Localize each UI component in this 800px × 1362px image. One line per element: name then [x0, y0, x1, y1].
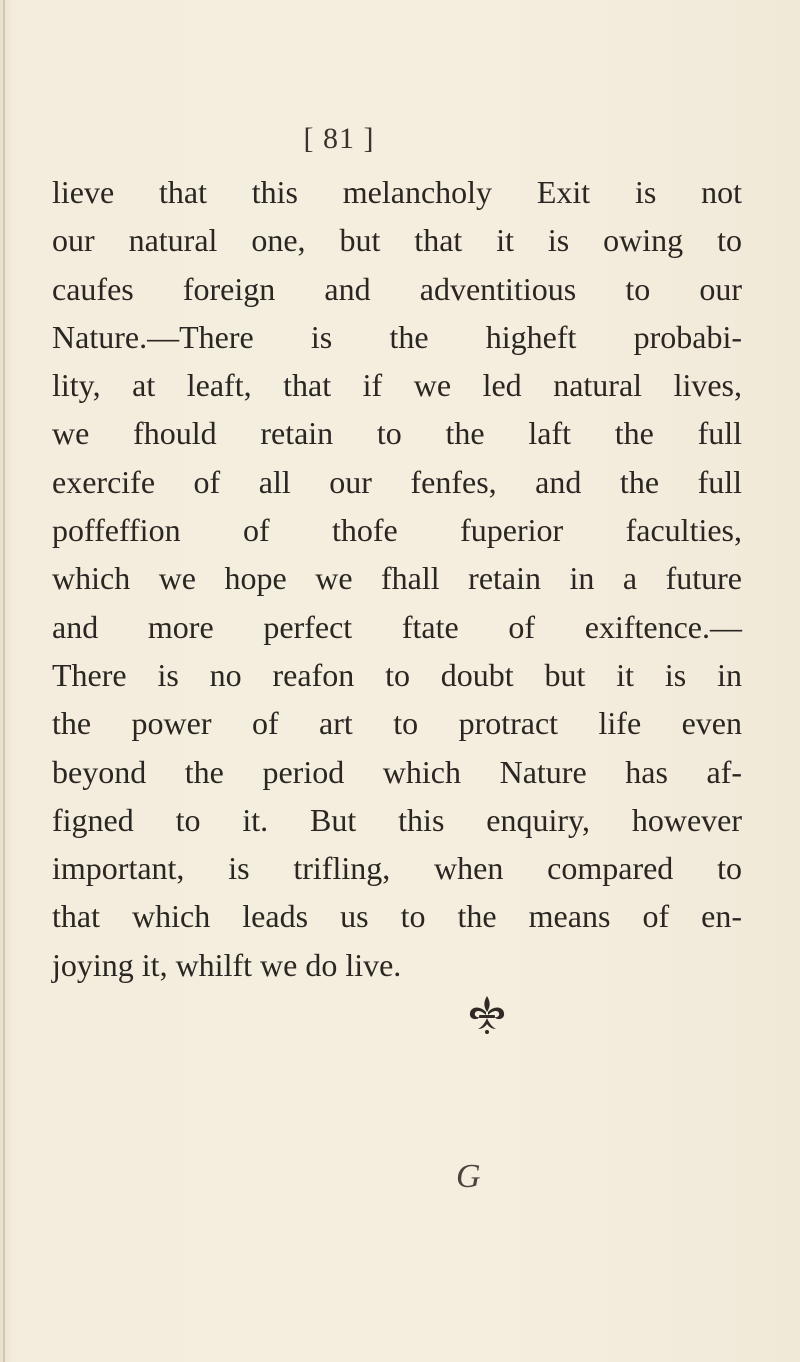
- fleuron-icon: [465, 993, 509, 1037]
- text-line: caufes foreign and adventitious to our: [52, 270, 742, 307]
- text-line: Nature.—There is the higheft probabi-: [52, 318, 742, 355]
- text-line: joying it, whilft we do live.: [52, 946, 402, 983]
- signature-mark: G: [456, 1158, 481, 1195]
- text-line: There is no reafon to doubt but it is in: [52, 656, 742, 693]
- text-line: lieve that this melancholy Exit is not: [52, 174, 742, 210]
- text-line: which we hope we fhall retain in a future: [52, 560, 742, 597]
- page-number: [0, 122, 800, 156]
- text-line: important, is trifling, when compared to: [52, 850, 742, 887]
- text-line: we fhould retain to the laft the full: [52, 415, 742, 452]
- text-line: and more perfect ftate of exiftence.—: [52, 608, 742, 645]
- text-line: exercife of all our fenfes, and the full: [52, 463, 742, 500]
- text-line: beyond the period which Nature has af-: [52, 753, 742, 790]
- body-text: [52, 168, 742, 989]
- text-line: figned to it. But this enquiry, however: [52, 801, 742, 838]
- text-line: that which leads us to the means of en-: [52, 898, 742, 935]
- page-number-text: [ 81 ]: [303, 122, 375, 155]
- text-line: our natural one, but that it is owing to: [52, 222, 742, 259]
- text-line: the power of art to protract life even: [52, 705, 742, 742]
- text-line: poffeffion of thofe fuperior faculties,: [52, 512, 742, 549]
- text-line: lity, at leaft, that if we led natural lives,: [52, 367, 742, 404]
- page-gutter: [3, 0, 5, 1362]
